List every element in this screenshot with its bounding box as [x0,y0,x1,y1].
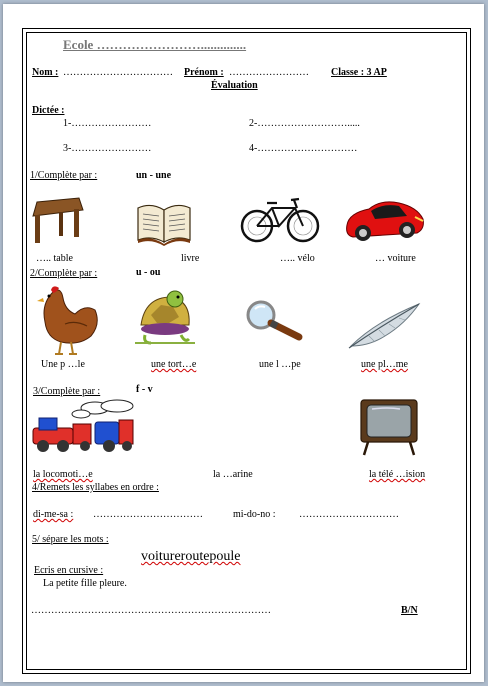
turtle-icon [131,287,199,347]
ex3-item-farine: la …arine [213,469,253,480]
ex3-item-television [369,469,425,481]
bicycle-icon [239,194,321,244]
tv-icon [358,397,420,457]
worksheet-page [3,4,484,682]
magnifier-icon [243,299,305,343]
ex5-word: voitureroutepoule [141,549,241,564]
ex4-syllables-1: di-me-sa : [33,509,74,520]
ex3-options: f - v [136,384,153,395]
car-icon [341,195,427,245]
prenom-label: Prénom : [184,67,224,78]
ex1-options: un - une [136,170,172,181]
table-icon [29,196,85,246]
dictee-line-4: 4-………………………… [249,143,358,154]
prenom-blank: …………………… [229,67,309,78]
bn-label: B/N [401,605,418,616]
ex2-item-plume: une pl…me [361,359,408,370]
ex4-blank-2: ………………………… [299,509,399,520]
dictee-title: Dictée : [32,105,65,116]
ex3-locomotive-text: la locomoti…e [33,469,93,480]
ex1-title: 1/Complète par : [30,170,98,181]
dictee-line-3: 3-…………………… [63,143,152,154]
ex1-item-table: ….. table [36,253,73,264]
ex5-title: 5/ sépare les mots : [32,534,109,545]
ex1-item-velo: ….. vélo [280,253,315,264]
ex1-blank-livre [159,253,173,265]
evaluation-title: Évaluation [211,80,258,91]
ex2-item-tortue: une tort…e [151,359,197,370]
school-line: Ecole …………………….............. [63,37,247,52]
ex2-options: u - ou [136,267,161,278]
cursive-blank: ……………………………………………………………… [31,605,271,616]
feather-icon [345,300,425,352]
ex4-title: 4/Remets les syllabes en ordre : [32,482,159,493]
nom-label: Nom : [32,67,59,78]
ex4-blank-1: …………………………… [93,509,203,520]
hen-icon [35,284,101,356]
ex2-item-loupe: une l …pe [259,359,301,370]
dictee-line-2: 2-………………………..... [249,118,360,129]
book-icon [135,202,193,246]
ex2-title: 2/Complète par : [30,268,98,279]
ex1-item-livre: livre [181,253,200,264]
train-icon [29,398,141,456]
ex3-television-text: la télé …ision [369,469,426,480]
ex2-item-poule: Une p …le [41,359,85,370]
dictee-line-1: 1-…………………… [63,118,152,129]
ex3-title: 3/Complète par : [33,386,101,397]
nom-blank: …………………………… [63,67,173,78]
ex4-syllables-2: mi-do-no : [233,509,276,520]
cursive-sentence: La petite fille pleure. [43,578,127,589]
ex1-item-voiture: … voiture [375,253,416,264]
cursive-title: Ecris en cursive : [34,565,104,576]
classe-label: Classe : 3 AP [331,67,387,78]
ex3-item-locomotive [33,469,93,481]
